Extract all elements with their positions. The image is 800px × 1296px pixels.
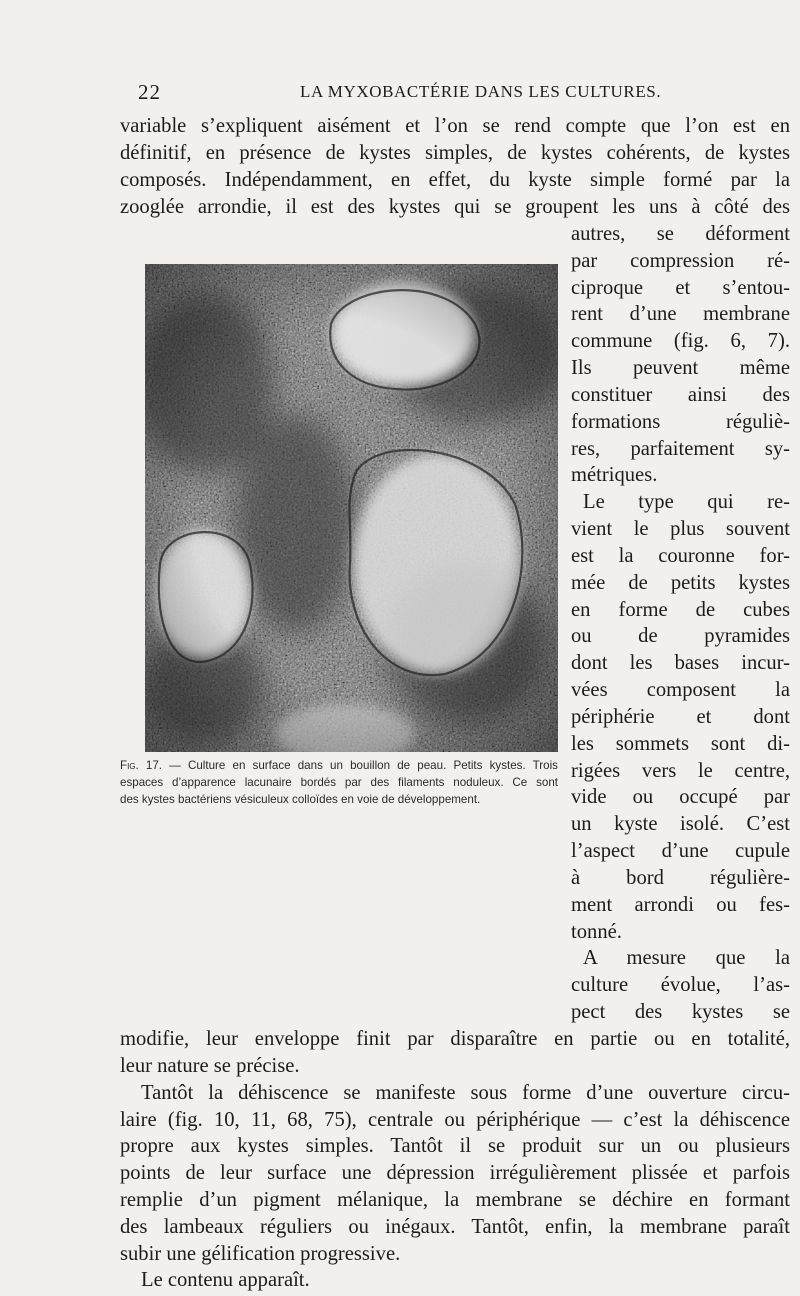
text-line: les sommets sont di- [571, 733, 790, 755]
text-line: formations réguliè- [571, 411, 790, 433]
text-line: commune (fig. 6, 7). [571, 330, 790, 352]
text-line: Tantôt la déhiscence se manifeste sous forme d’une ouverture circu- [141, 1082, 790, 1104]
text-line: vide ou occupé par [571, 786, 790, 808]
text-line: définitif, en présence de kystes simples, de kystes cohérents, de kystes [120, 142, 790, 164]
text-line: rent d’une membrane [571, 303, 790, 325]
text-line: pect des kystes se [571, 1001, 790, 1023]
text-line: composés. Indépendamment, en effet, du kyste simple formé par la [120, 169, 790, 191]
text-line: par compression ré- [571, 250, 790, 272]
text-line: périphérie et dont [571, 706, 790, 728]
text-line: autres, se déforment [571, 223, 790, 245]
text-line: à bord régulière- [571, 867, 790, 889]
text-line: ou de pyramides [571, 625, 790, 647]
text-line: res, parfaitement sy- [571, 438, 790, 460]
text-line: remplie d’un pigment mélanique, la membrane se déchire en formant [120, 1189, 790, 1211]
text-line: un kyste isolé. C’est [571, 813, 790, 835]
caption-line: des kystes bactériens vésiculeux colloïdes en voie de développement. [120, 793, 481, 806]
text-line: constituer ainsi des [571, 384, 790, 406]
page-header [0, 80, 800, 110]
text-line: dont les bases incur- [571, 652, 790, 674]
text-line: propre aux kystes simples. Tantôt il se produit sur un ou plusieurs [120, 1135, 790, 1157]
text-line: est la couronne for- [571, 545, 790, 567]
text-line: points de leur surface une dépression irrégulièrement plissée et parfois [120, 1162, 790, 1184]
text-line: vient le plus souvent [571, 518, 790, 540]
text-line: modifie, leur enveloppe finit par disparaître en partie ou en totalité, [120, 1028, 790, 1050]
caption-line: espaces d’apparence lacunaire bordés par des filaments noduleux. Ce sont [120, 776, 558, 789]
text-line: subir une gélification progressive. [120, 1243, 401, 1265]
text-line: métriques. [571, 464, 658, 486]
page-number: 22 [138, 80, 161, 104]
running-title: LA MYXOBACTÉRIE DANS LES CULTURES. [300, 82, 662, 101]
text-line: mée de petits kystes [571, 572, 790, 594]
caption-line [120, 757, 558, 774]
text-line: leur nature se précise. [120, 1055, 300, 1077]
text-line: A mesure que la [583, 947, 790, 969]
text-line: l’aspect d’une cupule [571, 840, 790, 862]
text-line: des lambeaux réguliers ou inégaux. Tantôt, enfin, la membrane paraît [120, 1216, 790, 1238]
micrograph-figure [145, 264, 558, 752]
text-line: vées composent la [571, 679, 790, 701]
text-line: ment arrondi ou fes- [571, 894, 790, 916]
text-line: variable s’expliquent aisément et l’on se rend compte que l’on est en [120, 115, 790, 137]
text-line: Le contenu apparaît. [141, 1269, 310, 1291]
text-line: laire (fig. 10, 11, 68, 75), centrale ou périphérique — c’est la déhiscence [120, 1109, 790, 1131]
text-line: culture évolue, l’as- [571, 974, 790, 996]
text-line: tonné. [571, 921, 622, 943]
text-line: rigées vers le centre, [571, 760, 790, 782]
caption-text: — Culture en surface dans un bouillon de peau. Petits kystes. Trois [169, 759, 558, 772]
text-line: Le type qui re- [583, 491, 790, 513]
text-line: ciproque et s’entou- [571, 277, 790, 299]
figure-caption [120, 757, 558, 808]
text-line: zooglée arrondie, il est des kystes qui se groupent les uns à côté des [120, 196, 790, 218]
figure-label: Fig. 17. [120, 759, 163, 772]
text-line: en forme de cubes [571, 599, 790, 621]
text-line: Ils peuvent même [571, 357, 790, 379]
